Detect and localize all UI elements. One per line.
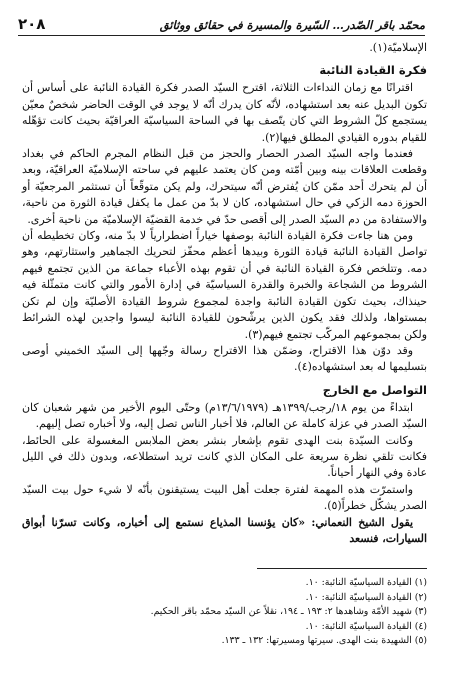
paragraph-fragment: الإسلاميّة(١). <box>369 41 427 54</box>
footnote: (٢) القيادة السياسيّة النائبة: ١٠. <box>305 591 427 603</box>
running-title: محمّد باقر الصّدر… السّيرة والمسيرة في حقائق ووثائق <box>159 18 425 32</box>
footnotes <box>22 576 427 649</box>
section-heading-contact-outside: التواصل مع الخارج <box>322 382 427 397</box>
footnote-separator <box>257 568 427 569</box>
paragraph: فعندما واجه السيّد الصدر الحصار والحجز من قبل النظام المجرم الحاكم في بغداد وقطعت العلاقات بينه وبين أمّته ومن كان يعتمد عليهم في ساحته الإسلاميّة العراقيّة، وبعد أن لم يتحرك أحد ممّن كان يُفترض أنّه سيتحرك، ولم يكن متوقّعاً أن تستثمر المرجعيّة أو الحوزة دمه الزكي في حال استشهاده، كان لا بدّ من عمل ما يكفل قيادة الثورة من ناحية، والاستفادة من دم السيّد الصدر إلى أقصى حدّ في خدمة القضيّة الإسلاميّة من ناحية أخرى. <box>22 147 427 226</box>
page-body <box>22 40 427 547</box>
footnote: (١) القيادة السياسيّة النائبة: ١٠. <box>305 577 427 588</box>
section-heading-deputy-leadership: فكرة القيادة النائبة <box>319 63 427 78</box>
paragraph: وقد دوّن هذا الاقتراح، وضمّن هذا الاقتراح رسالة وجّهها إلى السيّد الخميني أوصى بتسليمها له بعد استشهاده(٤). <box>22 343 427 374</box>
paragraph: اقترانًا مع زمان النداءات الثلاثة، اقترح السيّد الصدر فكرة القيادة النائبة على أساس أن تكون البديل عنه بعد استشهاده، لأنّه كان يدرك أنّه لا يوجد في الوقت الحاضر شخصٌ معيّن يستجمع كلّ الشروط التي كان يتّصف بها في الساحة السياسيّة العراقيّة بحيث كانت تؤهّله للقيام بدوره القيادي المطلق فيها(٢). <box>22 81 427 144</box>
footnote: (٥) الشهيدة بنت الهدى. سيرتها ومسيرتها: ١٣٢ ـ ١٣٣. <box>221 635 427 647</box>
page-number: ٢٠٨ <box>18 15 46 33</box>
paragraph: واستمرّت هذه المهمة لفترة جعلت أهل البيت يستيقنون بأنّه لا شيء حول بيت السيّد الصدر يشكّل خطراً(٥). <box>22 482 427 513</box>
paragraph: ابتداءً من يوم ١٨/رجب/١٣٩٩هـ (١٣/٦/١٩٧٩م) وحتّى اليوم الأخير من شهر شعبان كان السيّد الصدر في عزلة كاملة عن العالم، فلا أخبار الناس تصل إليه، ولا أخباره تصل إليهم. <box>22 400 427 431</box>
page-header <box>18 10 425 36</box>
footnote: (٣) شهيد الأمّة وشاهدها ٢: ١٩٣ ـ ١٩٤، نقلاً عن السيّد محمّد باقر الحكيم. <box>150 606 427 618</box>
paragraph: ومن هنا جاءت فكرة القيادة النائبة بوصفها خياراً اضطرارياً لا بدّ منه، وكان تخطيطه أن تواصل القيادة النائبة قيادة الثورة وبيدها أعظم محفّز لتحريك الجماهير واستثارتهم، وهو دمه. وتتلخص فكرة القيادة النائبة في أن تقوم بهذه الأعباء جماعة من الذين تجتمع فيهم الشروط من الشجاعة والخبرة والقدرة السياسيّة في إدارة الأمور والتي كانت متمثّلة فيه حينذاك، بحيث تكون القيادة النائبة واجدة لمجموع شروط القيادة الأصليّة وإن لم تكن بمستواها، ولذلك فقد يكون الذين يرشّحون للقيادة النائبة ليسوا واجدين لهذه الشرائط ولكن بمجموعهم المركّب تجتمع فيهم(٣). <box>22 229 427 341</box>
paragraph-quote: يقول الشيخ النعماني: «كان يؤنسنا المذياع نستمع إلى أخباره، وكانت تسرّنا أبواق السيارات، فنسعد <box>22 515 427 545</box>
footnote: (٤) القيادة السياسيّة النائبة: ١٠. <box>305 620 427 632</box>
paragraph: وكانت السيّدة بنت الهدى تقوم بإشعار بنشر بعض الملابس المغسولة على الحائط، فكانت تلقي نظرة سريعة على المكان الذي كانت تريد استطلاعه، وبدون ذلك في الليل عادة وفي النهار أحياناً. <box>22 433 427 480</box>
